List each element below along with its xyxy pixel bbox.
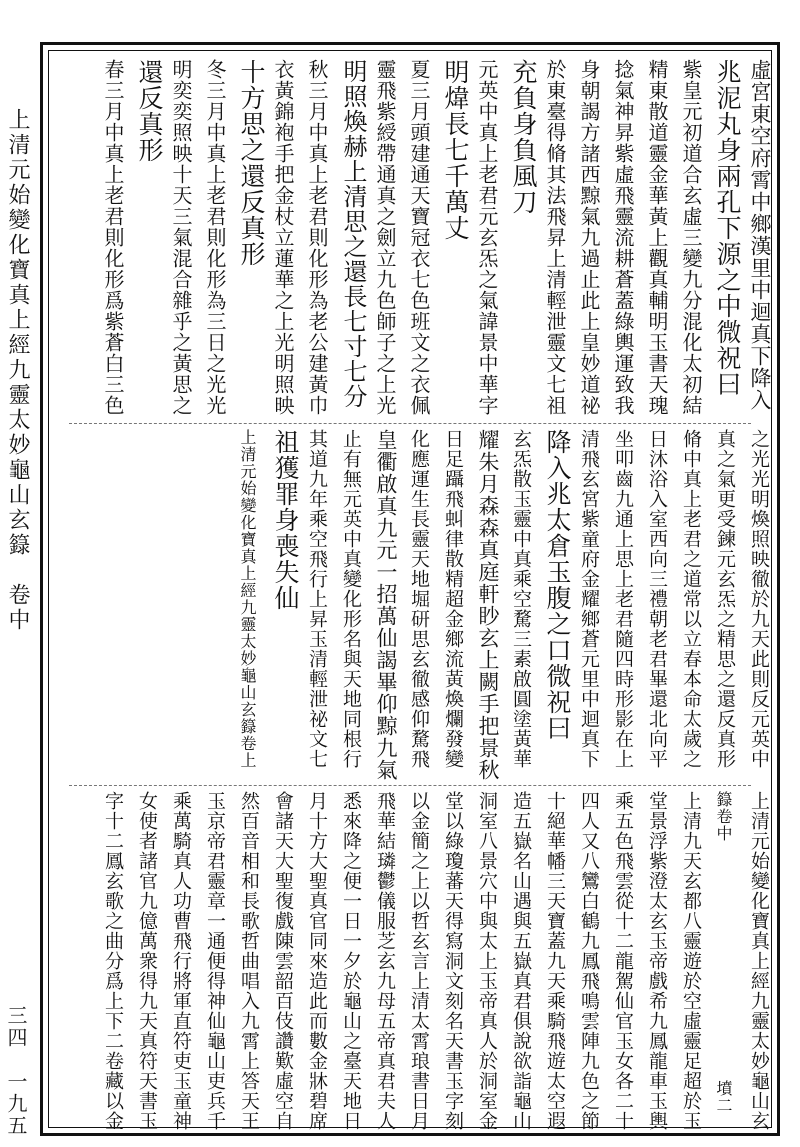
text-column: 兆泥丸身兩孔下源之中微祝曰 [713,59,742,397]
text-column: 之光光明煥照映徹於九天此則反元英中 [748,429,770,769]
text-column: 女使者諸官九億萬衆得九天真符天書玉 [136,791,158,1131]
text-column: 捻氣神昇紫虛飛靈流耕蒼蓋綠輿運致我 [611,59,635,416]
margin-page-number: 三四 一九五 [4,1005,28,1137]
text-section-bottom [49,791,771,1131]
text-column: 身朝謁方諸西黥氣九過止此上皇妙道祕 [577,59,601,416]
text-column: 精東散道靈金華黃上觀真輔明玉書天瑰 [645,59,669,416]
text-column: 十絕華幡三天寶蓋九天乘騎飛遊太空遐 [544,791,566,1131]
text-column: 明煒長七千萬丈 [441,59,470,241]
text-column: 字十二鳳玄歌之曲分爲上下二卷藏以金 [102,791,124,1131]
text-column: 春三月中真上老君則化形爲紫蒼白三色 [101,59,125,416]
text-column: 上清元始變化寶真上經九靈太妙龜山玄籙卷上 [238,429,257,769]
text-column: 虛宮東空府霄中鄉漢里中迴真下降入 [748,59,772,411]
text-column: 乘五色飛雲從十二龍駕仙官玉女各二十 [612,791,634,1131]
text-column: 籙卷中 墳二 [714,791,733,1114]
text-column: 會諸天大聖復戲陳雲韶百伎讚歎虛空自 [272,791,294,1131]
text-column: 四人又八鸞白鶴九鳳飛鳴雲陣九色之節 [578,791,600,1131]
text-column: 悉來降之便一日一夕於龜山之臺天地日 [340,791,362,1131]
text-column: 明照煥赫上清思之還長七寸七分 [339,59,367,409]
text-column: 脩中真上老君之道常以立春本命太歲之 [680,429,702,769]
text-column: 皇衢啟真九元一招萬仙謁畢仰黥九氣 [374,429,398,781]
text-column: 乘萬騎真人功曹飛行將軍直符吏玉童神 [170,791,192,1131]
margin-book-title: 上清元始變化寶真上經九靈太妙龜山玄籙 卷中 [5,108,30,633]
text-column: 洞室八景穴中與太上玉帝真人於洞室金 [476,791,498,1131]
text-column: 衣黃錦袍手把金杖立蓮華之上光明照映 [271,59,295,416]
text-column: 耀朱月森森真庭軒眇玄上闕手把景秋 [476,429,500,781]
text-column: 然百音相和長歌哲曲唱入九霄上答天王 [238,791,260,1131]
text-column: 祖獲罪身喪失仙 [271,429,300,611]
text-column: 紫皇元初道合玄虛三變九分混化太初結 [679,59,703,416]
text-column: 秋三月中真上老君則化形為老公建黃巾 [305,59,329,416]
section-divider [69,785,751,786]
text-column: 化應運生長靈天地堀研思玄徹感仰騖飛 [408,429,430,769]
text-column: 於東臺得脩其法飛昇上清輕泄靈文七祖 [543,59,567,416]
text-column: 元英中真上老君元玄炁之氣諱景中華字 [475,59,499,416]
text-column: 堂景浮紫澄太玄玉帝戲希九鳳龍車玉輿 [646,791,668,1131]
text-column: 造五嶽名山遇與五嶽真君俱說欲詣龜山 [510,791,532,1131]
text-column: 還反真形 [135,59,164,163]
page-frame [40,42,780,1136]
text-column: 止有無元英中真變化形名與天地同根行 [340,429,362,769]
text-column: 上清九天玄都八靈遊於空虛靈足超於玉 [680,791,702,1131]
text-column: 真之氣更受鍊元玄炁之精思之還反真形 [714,429,736,769]
text-column: 夏三月頭建通天寶冠衣七色班文之衣佩 [407,59,431,416]
text-column: 坐叩齒九通上思上老君隨四時形影在上 [612,429,634,769]
text-section-top [49,59,771,419]
text-column: 日足躡飛虯律散精超金鄉流黃煥爛發變 [442,429,464,769]
text-column: 上清元始變化寶真上經九靈太妙龜山玄 [748,791,770,1131]
text-column: 其道九年乘空飛行上昇玉清輕泄祕文七 [306,429,328,769]
text-column: 玄炁散玉靈中真乘空騖三素啟圓塗黃華 [510,429,532,769]
text-column: 冬三月中真上老君則化形為三日之光光 [203,59,227,416]
text-column: 以金簡之上以哲玄言上清太霄琅書日月 [408,791,430,1131]
text-column: 堂以綠瓊蕃天得寫洞文刻名天書玉字刻 [442,791,464,1131]
text-column: 降入兆太倉玉腹之口微祝曰 [543,429,572,741]
text-column: 飛華結璘鬱儀服芝玄九母五帝真君夫人 [374,791,396,1131]
text-column: 玉京帝君靈章一通便得神仙龜山吏兵千 [204,791,226,1131]
text-column: 充負身負風刀 [509,59,538,215]
section-divider [69,423,751,424]
text-column: 明奕奕照映十天三氣混合雜乎之黃思之 [169,59,193,416]
text-column: 十方思之還反真形 [237,59,266,267]
text-column: 日沐浴入室西向三禮朝老君畢還北向平 [646,429,668,769]
inner-border [48,50,772,1131]
text-column: 月十方大聖真官同來造此而數金牀碧席 [306,791,328,1131]
text-column: 靈飛紫綬帶通真之劍立九色師子之上光 [373,59,397,416]
text-section-middle [49,429,771,781]
text-column: 清飛玄宮紫童府金耀鄉蒼元里中迴真下 [578,429,600,769]
